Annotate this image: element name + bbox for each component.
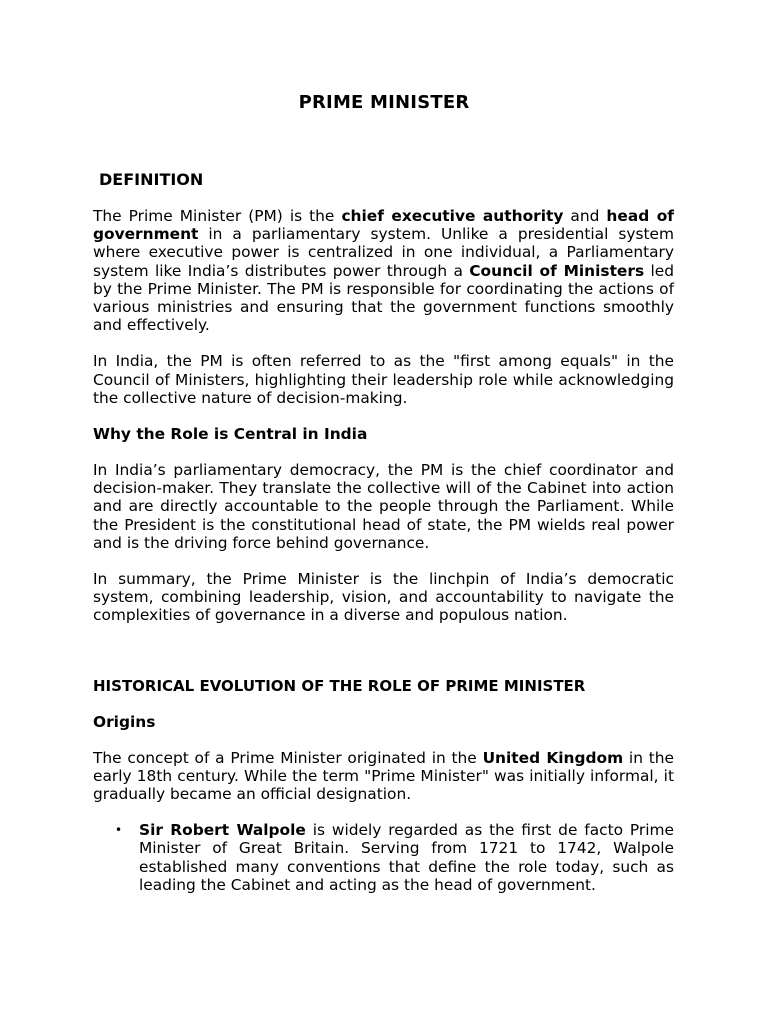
definition-paragraph-1 bbox=[93, 207, 674, 334]
bold-term-head-of-government: head of government bbox=[93, 207, 674, 244]
definition-heading: DEFINITION bbox=[99, 170, 204, 189]
text-run: is widely regarded as the first de facto Prime Minister of Great Britain. Serving from 1721 to 1742, Walpole established many conventions that define the role today, such as leading the Cabinet and acting as the head of government. bbox=[139, 821, 674, 894]
text-run: and bbox=[563, 207, 607, 225]
bold-term-chief-executive: chief executive authority bbox=[341, 207, 564, 225]
list-item bbox=[115, 821, 674, 894]
bold-term-united-kingdom: United Kingdom bbox=[482, 748, 624, 767]
history-bullet-list bbox=[93, 821, 674, 894]
definition-paragraph-2: In India, the PM is often referred to as the "first among equals" in the Council of Ministers, highlighting their leadership role while acknowledging the collective nature of decision-making. bbox=[93, 352, 674, 407]
role-paragraph-1: In India’s parliamentary democracy, the PM is the chief coordinator and decision-maker. They translate the collective will of the Cabinet into action and are directly accountable to the people through the Parliament. While the President is the constitutional head of state, the PM wields real power and is the driving force behind governance. bbox=[93, 461, 674, 552]
text-run: in a parliamentary system. Unlike a presidential system where executive power is centralized in one individual, a Parliamentary system like India’s distributes power through a bbox=[93, 225, 674, 280]
role-paragraph-2: In summary, the Prime Minister is the linchpin of India’s democratic system, combining leadership, vision, and accountability to navigate the complexities of governance in a diverse and populous nation. bbox=[93, 570, 674, 625]
text-run: in the early 18th century. While the term "Prime Minister" was initially informal, it gradually became an official designation. bbox=[93, 748, 674, 804]
bullet-marker: • bbox=[115, 823, 123, 838]
text-run: led by the Prime Minister. The PM is responsible for coordinating the actions of various ministries and ensuring that the government functions smoothly and effectively. bbox=[93, 261, 674, 335]
text-run: The concept of a Prime Minister originated in the bbox=[93, 748, 483, 767]
origins-heading: Origins bbox=[93, 712, 156, 731]
bold-term-council-of-ministers: Council of Ministers bbox=[469, 261, 645, 280]
role-heading: Why the Role is Central in India bbox=[93, 425, 368, 444]
bold-term-walpole: Sir Robert Walpole bbox=[139, 821, 306, 840]
document-body bbox=[93, 170, 674, 894]
history-heading: HISTORICAL EVOLUTION OF THE ROLE OF PRIME MINISTER bbox=[93, 676, 586, 695]
origins-paragraph bbox=[93, 749, 674, 804]
page-title: PRIME MINISTER bbox=[298, 92, 470, 113]
text-run: The Prime Minister (PM) is the bbox=[93, 207, 342, 225]
